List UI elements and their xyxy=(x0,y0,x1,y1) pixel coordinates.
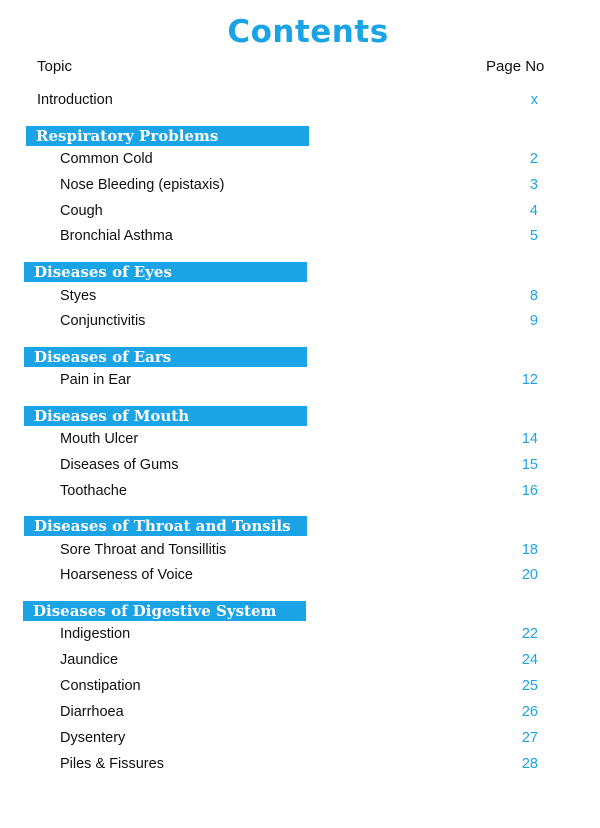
toc-entry-label: Indigestion xyxy=(60,626,131,642)
toc-entry[interactable] xyxy=(0,431,600,451)
toc-entry[interactable] xyxy=(0,288,600,308)
toc-entry[interactable] xyxy=(0,704,600,724)
toc-entry-page-number: 26 xyxy=(521,704,538,720)
toc-entry[interactable] xyxy=(0,730,600,750)
toc-entry-label: Cough xyxy=(60,203,103,219)
toc-entry[interactable] xyxy=(0,567,600,587)
toc-entry-label: Piles & Fissures xyxy=(60,756,164,772)
toc-entry-page-number: 2 xyxy=(529,151,538,167)
toc-entry-page-number: 16 xyxy=(521,483,538,499)
toc-entry-label: Styes xyxy=(60,288,97,304)
toc-entry-page-number: 4 xyxy=(529,203,538,219)
section-header-bar[interactable] xyxy=(23,601,306,621)
toc-entry-label: Hoarseness of Voice xyxy=(60,567,193,583)
toc-entry-label: Conjunctivitis xyxy=(60,313,146,329)
section-title: Diseases of Mouth xyxy=(34,407,190,425)
section-header-bar[interactable] xyxy=(26,126,309,146)
section-header-bar[interactable] xyxy=(24,516,307,536)
toc-entry[interactable] xyxy=(0,203,600,223)
introduction-label: Introduction xyxy=(37,92,113,108)
toc-entry[interactable] xyxy=(0,228,600,248)
page-number-column-header: Page No xyxy=(486,58,545,75)
toc-entry-page-number: 12 xyxy=(521,372,538,388)
section-title: Diseases of Digestive System xyxy=(33,602,277,620)
section-title: Diseases of Throat and Tonsils xyxy=(34,517,291,535)
toc-entry-label: Common Cold xyxy=(60,151,153,167)
toc-entry-label: Sore Throat and Tonsillitis xyxy=(60,542,227,558)
toc-entry-page-number: 9 xyxy=(529,313,538,329)
toc-entry-page-number: 27 xyxy=(521,730,538,746)
section-header-bar[interactable] xyxy=(24,262,307,282)
page-title: Contents xyxy=(227,14,389,50)
toc-entry-page-number: 24 xyxy=(521,652,538,668)
toc-entry-page-number: 3 xyxy=(529,177,538,193)
section-header-bar[interactable] xyxy=(24,406,307,426)
toc-entry-page-number: 8 xyxy=(529,288,538,304)
toc-entry[interactable] xyxy=(0,151,600,171)
toc-entry-page-number: 25 xyxy=(521,678,538,694)
section-title: Diseases of Ears xyxy=(34,348,172,366)
toc-entry[interactable] xyxy=(0,756,600,776)
section-header-bar[interactable] xyxy=(24,347,307,367)
introduction-row[interactable] xyxy=(0,92,600,112)
toc-entry-page-number: 22 xyxy=(521,626,538,642)
toc-entry[interactable] xyxy=(0,483,600,503)
toc-entry[interactable] xyxy=(0,313,600,333)
toc-entry-page-number: 28 xyxy=(521,756,538,772)
introduction-page-number: x xyxy=(530,92,538,108)
toc-entry-label: Jaundice xyxy=(60,652,119,668)
toc-entry-label: Toothache xyxy=(60,483,127,499)
toc-entry[interactable] xyxy=(0,177,600,197)
toc-entry[interactable] xyxy=(0,372,600,392)
toc-entry[interactable] xyxy=(0,652,600,672)
section-title: Diseases of Eyes xyxy=(34,263,172,281)
toc-entry-label: Diseases of Gums xyxy=(60,457,179,473)
toc-entry-page-number: 18 xyxy=(521,542,538,558)
toc-entry-label: Diarrhoea xyxy=(60,704,124,720)
toc-entry-label: Nose Bleeding (epistaxis) xyxy=(60,177,225,193)
toc-entry[interactable] xyxy=(0,542,600,562)
toc-entry-label: Dysentery xyxy=(60,730,126,746)
toc-entry-label: Constipation xyxy=(60,678,141,694)
toc-entry[interactable] xyxy=(0,678,600,698)
toc-entry-label: Mouth Ulcer xyxy=(60,431,139,447)
section-title: Respiratory Problems xyxy=(36,127,219,145)
toc-entry-page-number: 15 xyxy=(521,457,538,473)
toc-entry-label: Bronchial Asthma xyxy=(60,228,173,244)
topic-column-header: Topic xyxy=(37,58,73,75)
toc-entry[interactable] xyxy=(0,626,600,646)
toc-entry-page-number: 5 xyxy=(529,228,538,244)
toc-entry-label: Pain in Ear xyxy=(60,372,131,388)
toc-entry-page-number: 20 xyxy=(521,567,538,583)
toc-entry[interactable] xyxy=(0,457,600,477)
toc-entry-page-number: 14 xyxy=(521,431,538,447)
